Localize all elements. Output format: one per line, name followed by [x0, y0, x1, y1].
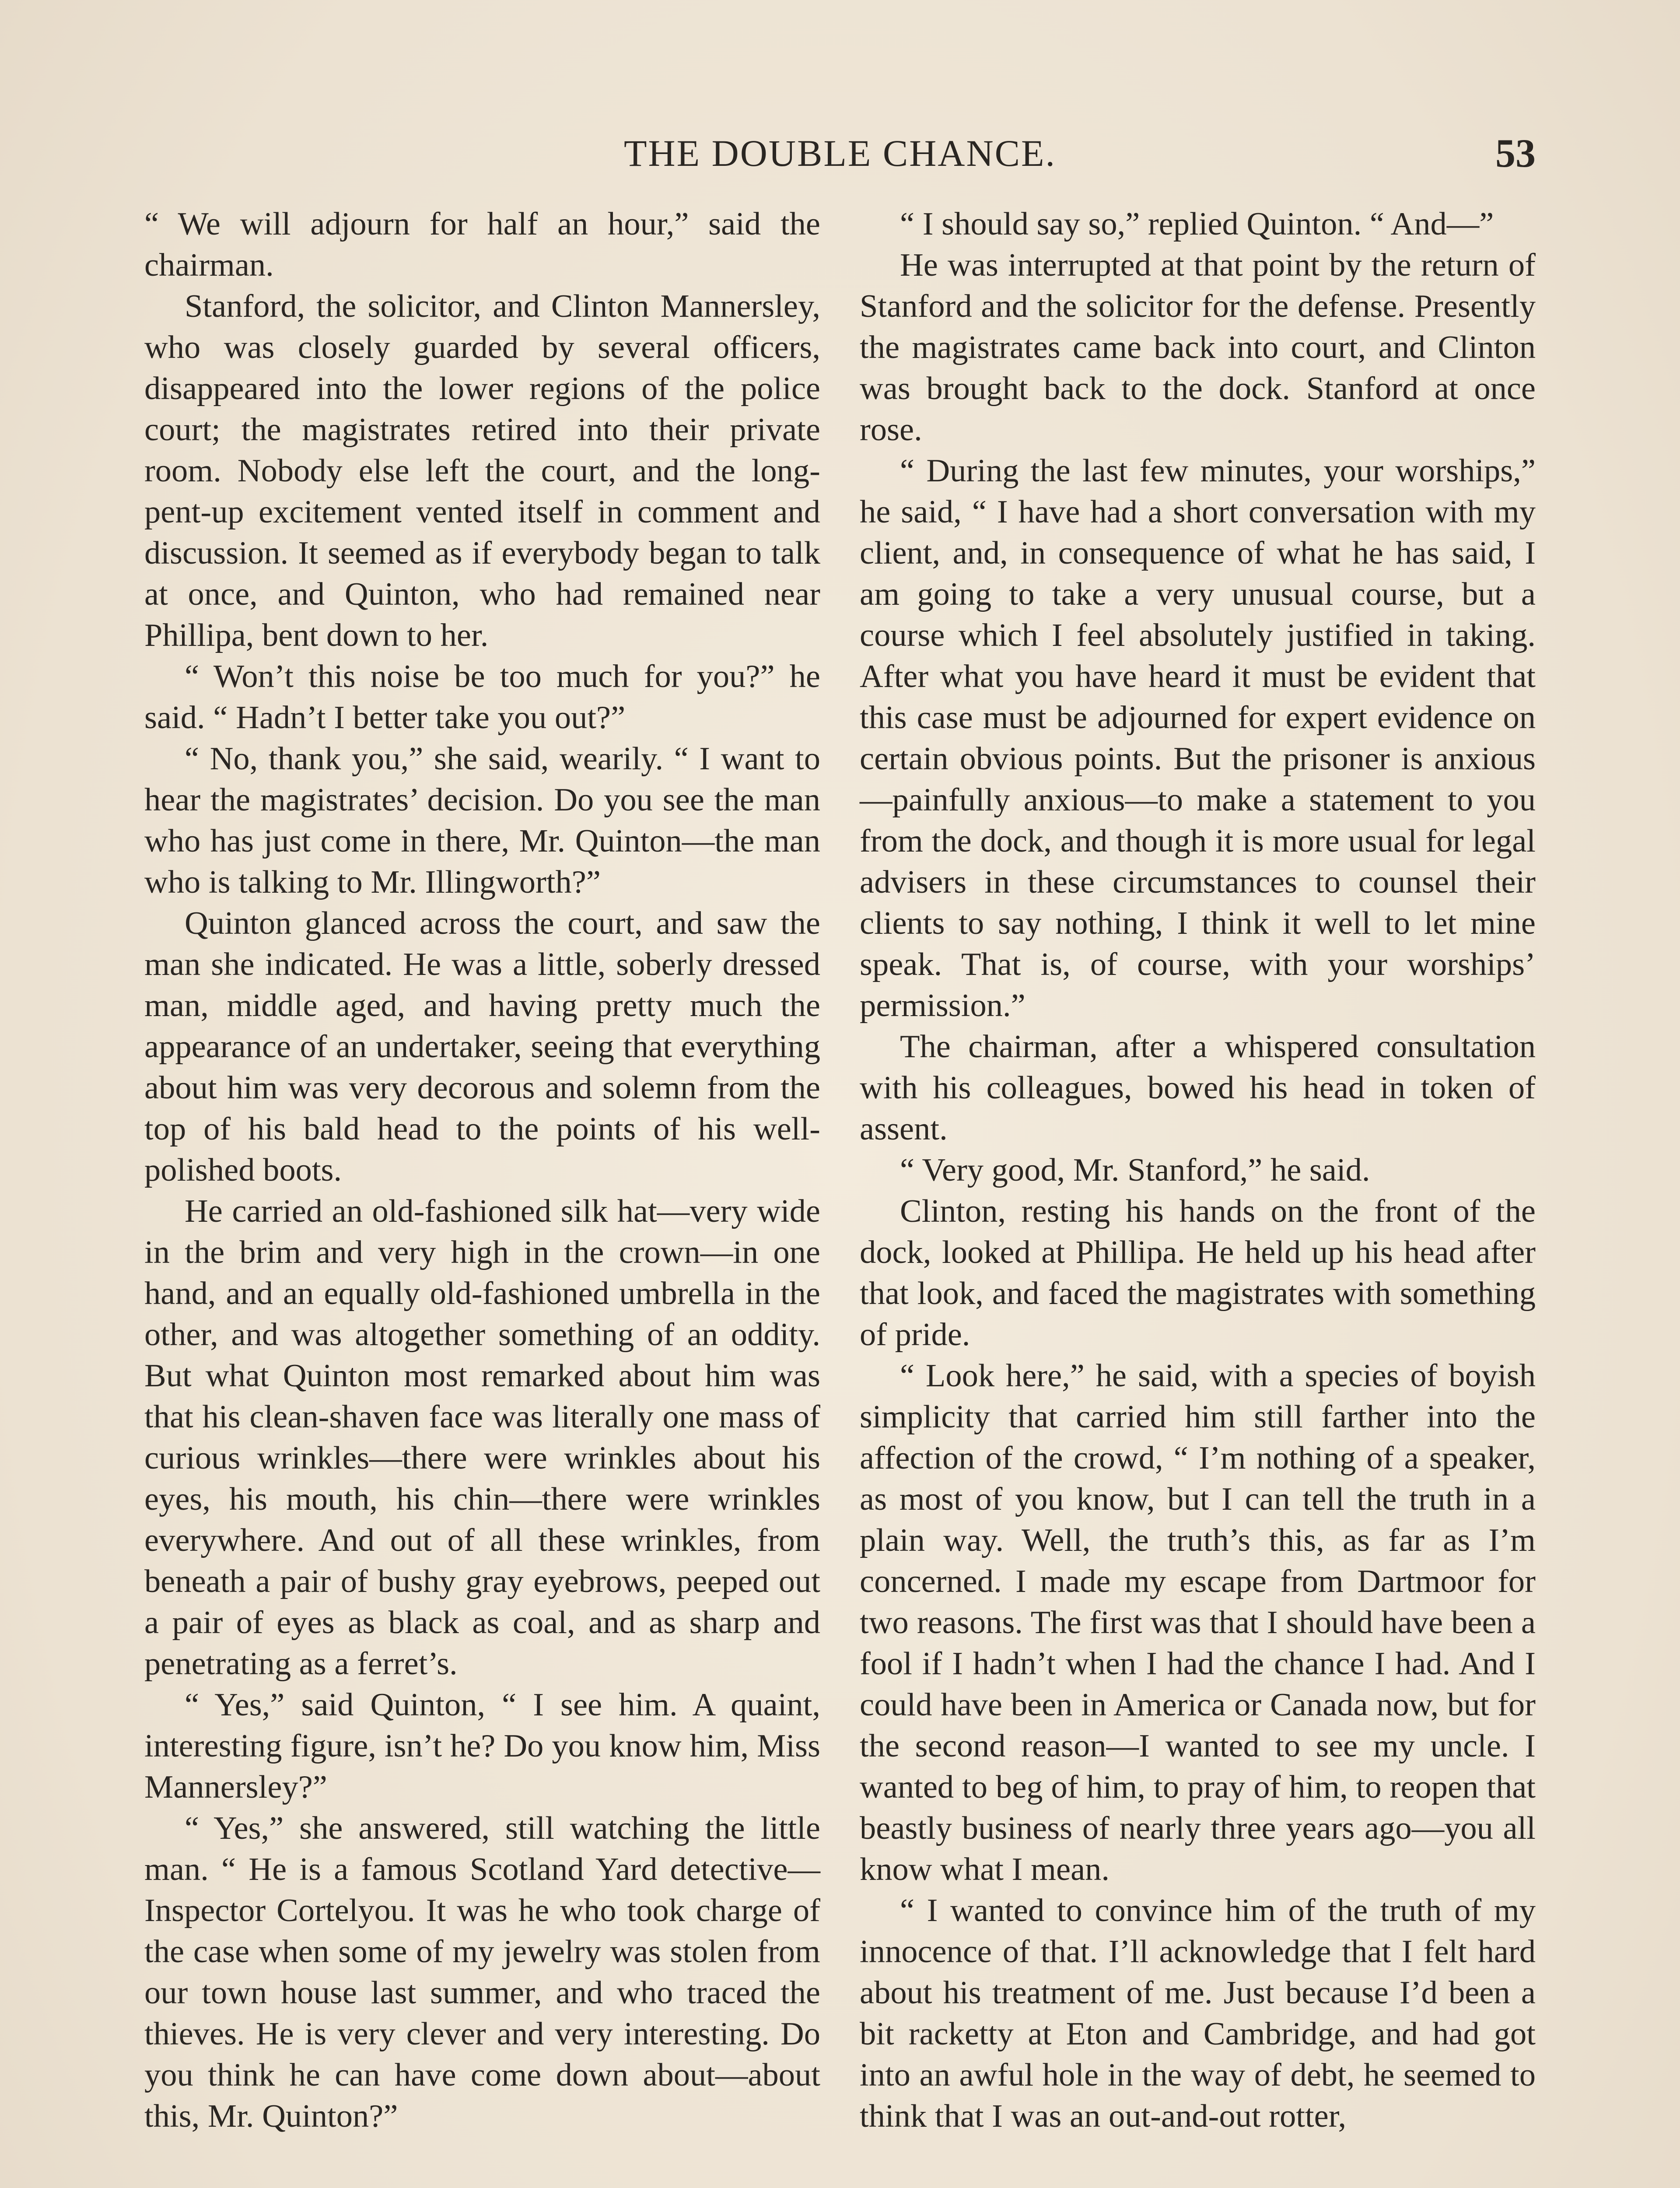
- paragraph: He carried an old-fashioned silk hat—very wide in the brim and very high in the crown—in one hand, and an equally old-fashioned umbrella in the other, and was altogether something of an oddity. But what Quinton most remarked about him was that his clean-shaven face was literally one mass of curious wrinkles—there were wrinkles about his eyes, his mouth, his chin—there were wrinkles everywhere. And out of all these wrinkles, from beneath a pair of bushy gray eyebrows, peeped out a pair of eyes as black as coal, and as sharp and penetrating as a ferret’s.: [144, 1193, 820, 1682]
- text-columns: [144, 203, 1536, 2188]
- paragraph: “ We will adjourn for half an hour,” said the chairman.: [144, 206, 820, 283]
- paragraph: “ No, thank you,” she said, wearily. “ I want to hear the magistrates’ decision. Do you see the man who has just come in there, Mr. Quinton—the man who is talking to Mr. Illingworth?”: [144, 741, 820, 900]
- paragraph: He was interrupted at that point by the return of Stanford and the solicitor for the defense. Presently the magistrates came back into court, and Clinton was brought back to the dock. Stanford at once rose.: [860, 247, 1536, 448]
- paragraph: Quinton glanced across the court, and saw the man she indicated. He was a little, soberly dressed man, middle aged, and having pretty much the appearance of an undertaker, seeing that everything about him was very decorous and solemn from the top of his bald head to the points of his well-polished boots.: [144, 905, 820, 1188]
- paragraph: “ Won’t this noise be too much for you?” he said. “ Hadn’t I better take you out?”: [144, 659, 820, 736]
- page-number: 53: [1495, 131, 1536, 175]
- paragraph: Stanford, the solicitor, and Clinton Mannersley, who was closely guarded by several officers, disappeared into the lower regions of the police court; the magistrates retired into their private room. Nobody else left the court, and the long-pent-up excitement vented itself in comment and discussion. It seemed as if everybody began to talk at once, and Quinton, who had remained near Phillipa, bent down to her.: [144, 288, 820, 653]
- running-header: [144, 127, 1536, 184]
- paragraph: “ Yes,” said Quinton, “ I see him. A quaint, interesting figure, isn’t he? Do you know him, Miss Mannersley?”: [144, 1687, 820, 1805]
- paragraph: “ Very good, Mr. Stanford,” he said.: [900, 1152, 1370, 1188]
- left-column: [144, 203, 820, 2188]
- paragraph: “ Look here,” he said, with a species of boyish simplicity that carried him still farther into the affection of the crowd, “ I’m nothing of a speaker, as most of you know, but I can tell the truth in a plain way. Well, the truth’s this, as far as I’m concerned. I made my escape from Dartmoor for two reasons. The first was that I should have been a fool if I hadn’t when I had the chance I had. And I could have been in America or Canada now, but for the second reason—I wanted to see my uncle. I wanted to beg of him, to pray of him, to reopen that beastly business of nearly three years ago—you all know what I mean.: [860, 1358, 1536, 1887]
- paragraph: “ During the last few minutes, your worships,” he said, “ I have had a short conversation with my client, and, in consequence of what he has said, I am going to take a very unusual course, but a course which I feel absolutely justified in taking. After what you have heard it must be evident that this case must be adjourned for expert evidence on certain obvious points. But the prisoner is anxious—painfully anxious—to make a statement to you from the dock, and though it is more usual for legal advisers in these circumstances to counsel their clients to say nothing, I think it well to let mine speak. That is, of course, with your worships’ permission.”: [860, 453, 1536, 1024]
- paragraph: “ Yes,” she answered, still watching the little man. “ He is a famous Scotland Yard detective—Inspector Cortelyou. It was he who took charge of the case when some of my jewelry was stolen from our town house last summer, and who traced the thieves. He is very clever and very interesting. Do you think he can have come down about—about this, Mr. Quinton?”: [144, 1810, 820, 2134]
- paragraph: The chairman, after a whispered consultation with his colleagues, bowed his head in token of assent.: [860, 1029, 1536, 1147]
- paragraph: Clinton, resting his hands on the front of the dock, looked at Phillipa. He held up his head after that look, and faced the magistrates with something of pride.: [860, 1193, 1536, 1353]
- paragraph: “ I wanted to convince him of the truth of my innocence of that. I’ll acknowledge that I felt hard about his treatment of me. Just because I’d been a bit racketty at Eton and Cambridge, and had got into an awful hole in the way of debt, he seemed to think that I was an out-and-out rotter,: [860, 1893, 1536, 2134]
- right-column: [860, 203, 1536, 2188]
- running-title: THE DOUBLE CHANCE.: [624, 132, 1056, 174]
- paragraph: “ I should say so,” replied Quinton. “ And—”: [900, 206, 1494, 242]
